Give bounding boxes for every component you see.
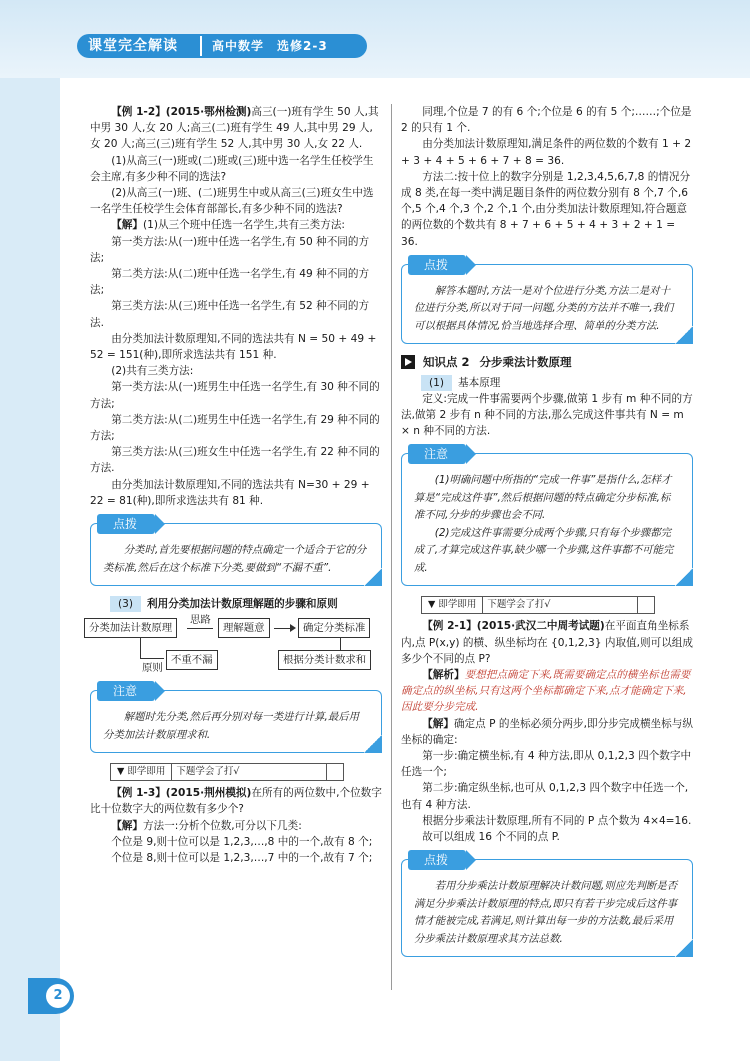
solution-intro: 【解】确定点 P 的坐标必须分两步,即分步完成横坐标与纵坐标的确定:: [401, 717, 693, 746]
flow-label-yuanze: 原则: [142, 662, 163, 675]
tip-title: 点拨: [97, 514, 155, 534]
solution-line: 个位是 8,则十位可以是 1,2,3,…,7 中的一个,故有 7 个;: [111, 852, 373, 865]
note-text: (1)明确问题中所指的“完成一件事”是指什么,怎样才算是“完成这件事”,然后根据问题的特点确定分步标准,标准不同,分步的步骤也会不同.: [414, 474, 672, 522]
flow-arrow: [187, 628, 213, 629]
solution-line: 故可以组成 16 个不同的点 P.: [422, 830, 560, 843]
tip-box: [401, 257, 693, 345]
section-heading: (3) 利用分类加法计数原理解题的步骤和原则: [90, 596, 382, 612]
left-column: [90, 104, 382, 866]
page-fold-icon: [364, 735, 382, 753]
tip-title: 点拨: [408, 850, 466, 870]
column-divider: [391, 104, 392, 990]
page-fold-icon: [675, 326, 693, 344]
flow-lijie-box: 理解题意: [218, 618, 270, 638]
note-title: 注意: [408, 444, 466, 464]
note-title: 注意: [97, 681, 155, 701]
tip-text: 若用分步乘法计数原理解决计数问题,则应先判断是否满足分步乘法计数原理的特点,即只有若干步完成后这件事情才能被完成,若满足,则计算出每一步的方法数,最后采用分步乘法计数原理求其方法总数.: [414, 880, 678, 945]
practice-checkbox[interactable]: [326, 764, 343, 780]
flow-start-box: 分类加法计数原理: [84, 618, 177, 638]
practice-hint: 下题学会了打√: [487, 599, 551, 611]
note-text: 解题时先分类,然后再分别对每一类进行计算,最后用分类加法计数原理求和.: [103, 711, 359, 741]
flow-label-siluo: 思路: [190, 614, 211, 627]
book-title: 课堂完全解读: [88, 38, 178, 54]
solution-line: 第二类方法:从(二)班男生中任选一名学生,有 29 种不同的方法;: [90, 413, 380, 443]
solution-line: 根据分步乘法计数原理,所有不同的 P 点个数为 4×4=16.: [422, 814, 692, 827]
question-2: (2)从高三(一)班、(二)班男生中或从高三(三)班女生中选一名学生任校学生会体育部部长,有多少种不同的选法?: [90, 187, 374, 216]
right-column: [401, 104, 693, 967]
flow-connector: [140, 658, 164, 659]
solution-line: 第二类方法:从(二)班中任选一名学生,有 49 种不同的方法;: [90, 268, 370, 297]
example-2-1-question: 【例 2-1】(2015·武汉二中周考试题)在平面直角坐标系内,点 P(x,y) 的横、纵坐标均在 {0,1,2,3} 内取值,则可以组成多少个不同的点 P?: [401, 620, 693, 665]
solution-line: 第一类方法:从(一)班男生中任选一名学生,有 30 种不同的方法;: [90, 381, 380, 410]
flow-connector: [340, 638, 341, 650]
book-subtitle: 高中数学 选修2-3: [212, 39, 328, 53]
solution-line: 第一步:确定横坐标,有 4 种方法,即从 0,1,2,3 四个数字中任选一个;: [401, 749, 692, 779]
question-1: (1)从高三(一)班或(二)班或(三)班中选一名学生任校学生会主席,有多少种不同的选法?: [90, 154, 374, 183]
practice-bar: [110, 763, 344, 781]
knowledge-point-heading: 知识点 2 分步乘法计数原理: [401, 354, 693, 370]
solution-line: 第三类方法:从(三)班中任选一名学生,有 52 种不同的方法.: [90, 300, 370, 329]
solution-line: 同理,个位是 7 的有 6 个;个位是 6 的有 5 个;……;个位是 2 的只有 1 个.: [401, 106, 692, 135]
tip-box: [401, 853, 693, 957]
tip-box: [90, 517, 382, 586]
flow-buchong-box: 不重不漏: [166, 650, 218, 670]
solution-intro: 【解】方法一:分析个位数,可分以下几类:: [111, 819, 302, 832]
example-1-2-question: 【例 1-2】(2015·鄂州检测)高三(一)班有学生 50 人,其中男 30 人,女 20 人;高三(二)班有学生 49 人,其中男 29 人,女 20 人;高三(三)班有学生 52 人,其中男 30 人,女 22 人.: [90, 106, 379, 151]
solution-line: (2)共有三类方法:: [111, 365, 194, 378]
tip-text: 分类时,首先要根据问题的特点确定一个适合于它的分类标准,然后在这个标准下分类,要做到“不漏不重”.: [103, 544, 367, 574]
note-text: (2)完成这件事需要分成两个步骤,只有每个步骤都完成了,才算完成这件事,缺少哪一个步骤,这件事都不可能完成.: [414, 526, 674, 574]
analysis-text: 【解析】要想把点确定下来,既需要确定点的横坐标也需要确定点的纵坐标,只有这两个坐标都确定下来,点才能确定下来,因此要分步完成.: [401, 668, 691, 714]
solution-line: 由分类加法计数原理知,不同的选法共有 N = 50 + 49 + 52 = 151(种),即所求选法共有 151 种.: [90, 332, 377, 362]
note-box: [90, 684, 382, 753]
play-icon: [401, 355, 415, 369]
flow-diagram: [90, 614, 382, 678]
page-number: 2: [46, 984, 70, 1008]
example-1-3-question: 【例 1-3】(2015·荆州模拟)在所有的两位数中,个位数字比十位数字大的两位数有多少个?: [90, 787, 382, 816]
page-fold-icon: [675, 568, 693, 586]
page-fold-icon: [675, 939, 693, 957]
header-separator: [200, 36, 202, 56]
flow-queding-box: 确定分类标准: [298, 618, 370, 638]
practice-bar: [421, 596, 655, 614]
practice-label: ▼ 即学即用: [111, 764, 172, 780]
definition-text: 定义:完成一件事需要两个步骤,做第 1 步有 m 种不同的方法,做第 2 步有 n 种不同的方法,那么完成这件事共有 N = m × n 种不同的方法.: [401, 392, 693, 438]
page-fold-icon: [364, 568, 382, 586]
solution-line: 第一类方法:从(一)班中任选一名学生,有 50 种不同的方法;: [90, 235, 370, 264]
solution-line: 方法二:按十位上的数字分别是 1,2,3,4,5,6,7,8 的情况分成 8 类,在每一类中满足题目条件的两位数分别有 8 个,7 个,6 个,5 个,4 个,3 个,2 个,1 个,由分类加法计数原理知,符合题意的两位数的个数共有 8 + 7 + 6 + 5 + 4 + 3 + 2 + 1 = 36.: [401, 170, 691, 248]
tip-text: 解答本题时,方法一是对个位进行分类,方法二是对十位进行分类,所以对于同一问题,分类的方法并不唯一,我们可以根据具体情况,恰当地选择合理、简单的分类方法.: [414, 284, 674, 332]
note-box: [401, 447, 693, 586]
practice-label: ▼ 即学即用: [422, 597, 483, 613]
practice-hint: 下题学会了打√: [176, 766, 240, 778]
section-heading: (1) 基本原理: [401, 375, 693, 391]
flow-connector: [140, 638, 141, 658]
solution-line: 第三类方法:从(三)班女生中任选一名学生,有 22 种不同的方法.: [90, 446, 380, 475]
flow-genju-box: 根据分类计数求和: [278, 650, 371, 670]
solution-line: 个位是 9,则十位可以是 1,2,3,…,8 中的一个,故有 8 个;: [111, 835, 373, 848]
arrow-right-icon: [290, 624, 296, 632]
practice-checkbox[interactable]: [637, 597, 654, 613]
tip-title: 点拨: [408, 255, 466, 275]
solution-line: 第二步:确定纵坐标,也可从 0,1,2,3 四个数字中任选一个,也有 4 种方法.: [401, 782, 689, 811]
page-sidebar: [0, 0, 60, 1061]
solution-line: 由分类加法计数原理知,不同的选法共有 N=30 + 29 + 22 = 81(种),即所求选法共有 81 种.: [90, 478, 370, 507]
solution-intro: 【解】(1)从三个班中任选一名学生,共有三类方法:: [111, 219, 346, 232]
solution-line: 由分类加法计数原理知,满足条件的两位数的个数有 1 + 2 + 3 + 4 + 5 + 6 + 7 + 8 = 36.: [401, 138, 692, 167]
